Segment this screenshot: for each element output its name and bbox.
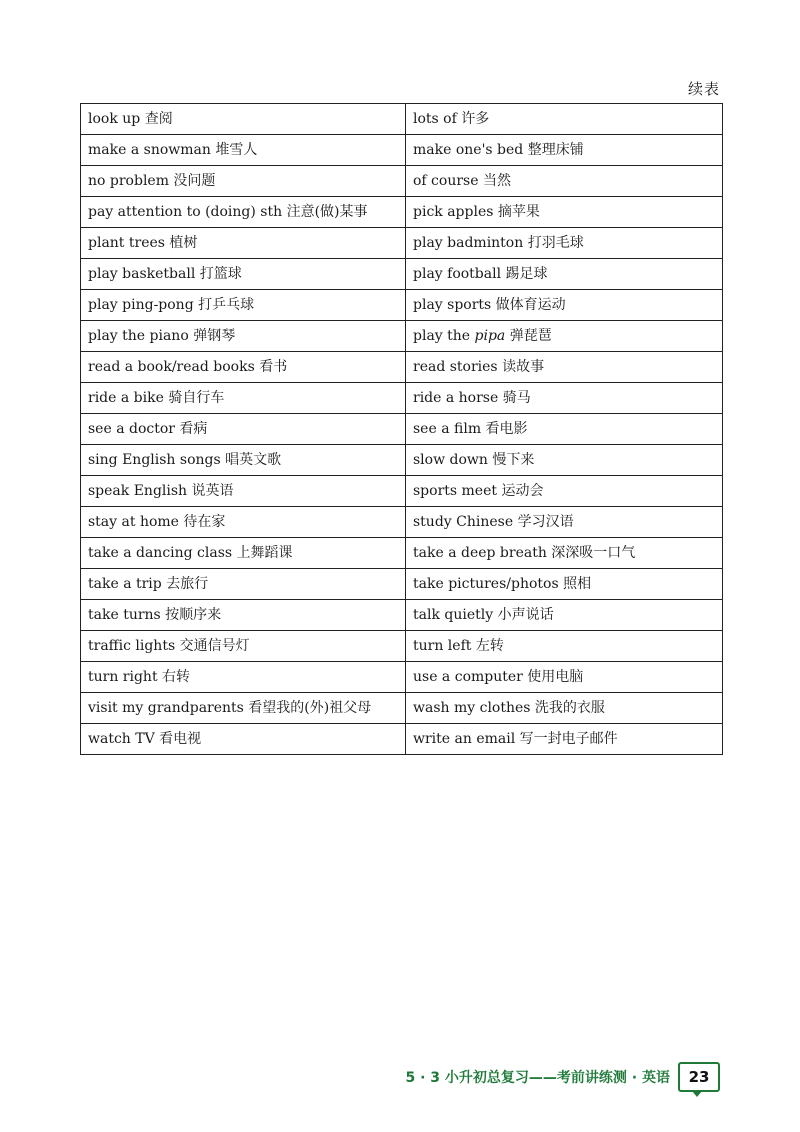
table-row (81, 414, 723, 445)
phrase-cell-left: take a trip 去旅行 (81, 569, 406, 600)
table-row (81, 569, 723, 600)
phrase-cell-right: sports meet 运动会 (406, 476, 723, 507)
table-row (81, 600, 723, 631)
table-row (81, 693, 723, 724)
phrase-cell-left: take a dancing class 上舞蹈课 (81, 538, 406, 569)
phrase-cell-left: turn right 右转 (81, 662, 406, 693)
phrase-cell-right: write an email 写一封电子邮件 (406, 724, 723, 755)
table-row (81, 662, 723, 693)
phrase-cell-right: ride a horse 骑马 (406, 383, 723, 414)
continued-label: 续表 (687, 80, 720, 98)
table-row (81, 259, 723, 290)
table-row (81, 445, 723, 476)
book-title: 5 · 3 小升初总复习——考前讲练测 · 英语 (405, 1070, 670, 1086)
table-row (81, 631, 723, 662)
phrase-cell-left: plant trees 植树 (81, 228, 406, 259)
phrase-cell-right: make one's bed 整理床铺 (406, 135, 723, 166)
phrase-cell-right: read stories 读故事 (406, 352, 723, 383)
phrase-cell-left: speak English 说英语 (81, 476, 406, 507)
phrase-cell-left: look up 查阅 (81, 104, 406, 135)
phrase-cell-right: take a deep breath 深深吸一口气 (406, 538, 723, 569)
table-row (81, 197, 723, 228)
phrase-cell-right: slow down 慢下来 (406, 445, 723, 476)
phrase-cell-right: lots of 许多 (406, 104, 723, 135)
phrase-cell-left: play basketball 打篮球 (81, 259, 406, 290)
phrase-cell-left: play the piano 弹钢琴 (81, 321, 406, 352)
phrase-cell-right: wash my clothes 洗我的衣服 (406, 693, 723, 724)
phrase-cell-right: play football 踢足球 (406, 259, 723, 290)
table-row (81, 507, 723, 538)
phrase-cell-right: play sports 做体育运动 (406, 290, 723, 321)
phrase-cell-left: stay at home 待在家 (81, 507, 406, 538)
phrase-cell-right: talk quietly 小声说话 (406, 600, 723, 631)
phrase-cell-right: of course 当然 (406, 166, 723, 197)
table-row (81, 724, 723, 755)
phrase-cell-left: read a book/read books 看书 (81, 352, 406, 383)
phrase-cell-right: see a film 看电影 (406, 414, 723, 445)
phrase-cell-right: play the pipa 弹琵琶 (406, 321, 723, 352)
table-row (81, 290, 723, 321)
page-number: 23 (678, 1062, 720, 1092)
phrase-cell-right: pick apples 摘苹果 (406, 197, 723, 228)
phrase-cell-right: use a computer 使用电脑 (406, 662, 723, 693)
phrase-cell-left: take turns 按顺序来 (81, 600, 406, 631)
table-row (81, 476, 723, 507)
phrase-cell-left: make a snowman 堆雪人 (81, 135, 406, 166)
phrase-cell-right: take pictures/photos 照相 (406, 569, 723, 600)
phrase-cell-right: study Chinese 学习汉语 (406, 507, 723, 538)
phrase-cell-right: turn left 左转 (406, 631, 723, 662)
table-row (81, 538, 723, 569)
phrase-cell-left: sing English songs 唱英文歌 (81, 445, 406, 476)
phrase-cell-left: see a doctor 看病 (81, 414, 406, 445)
phrase-table-body (81, 104, 723, 755)
table-row (81, 321, 723, 352)
phrase-cell-left: no problem 没问题 (81, 166, 406, 197)
table-row (81, 135, 723, 166)
table-row (81, 166, 723, 197)
phrase-table (80, 103, 723, 755)
phrase-cell-left: ride a bike 骑自行车 (81, 383, 406, 414)
phrase-cell-left: pay attention to (doing) sth 注意(做)某事 (81, 197, 406, 228)
table-row (81, 104, 723, 135)
page-footer (406, 1062, 721, 1092)
table-row (81, 228, 723, 259)
phrase-cell-right: play badminton 打羽毛球 (406, 228, 723, 259)
phrase-cell-left: traffic lights 交通信号灯 (81, 631, 406, 662)
phrase-cell-left: visit my grandparents 看望我的(外)祖父母 (81, 693, 406, 724)
phrase-cell-left: play ping-pong 打乒乓球 (81, 290, 406, 321)
phrase-cell-left: watch TV 看电视 (81, 724, 406, 755)
table-row (81, 352, 723, 383)
table-row (81, 383, 723, 414)
